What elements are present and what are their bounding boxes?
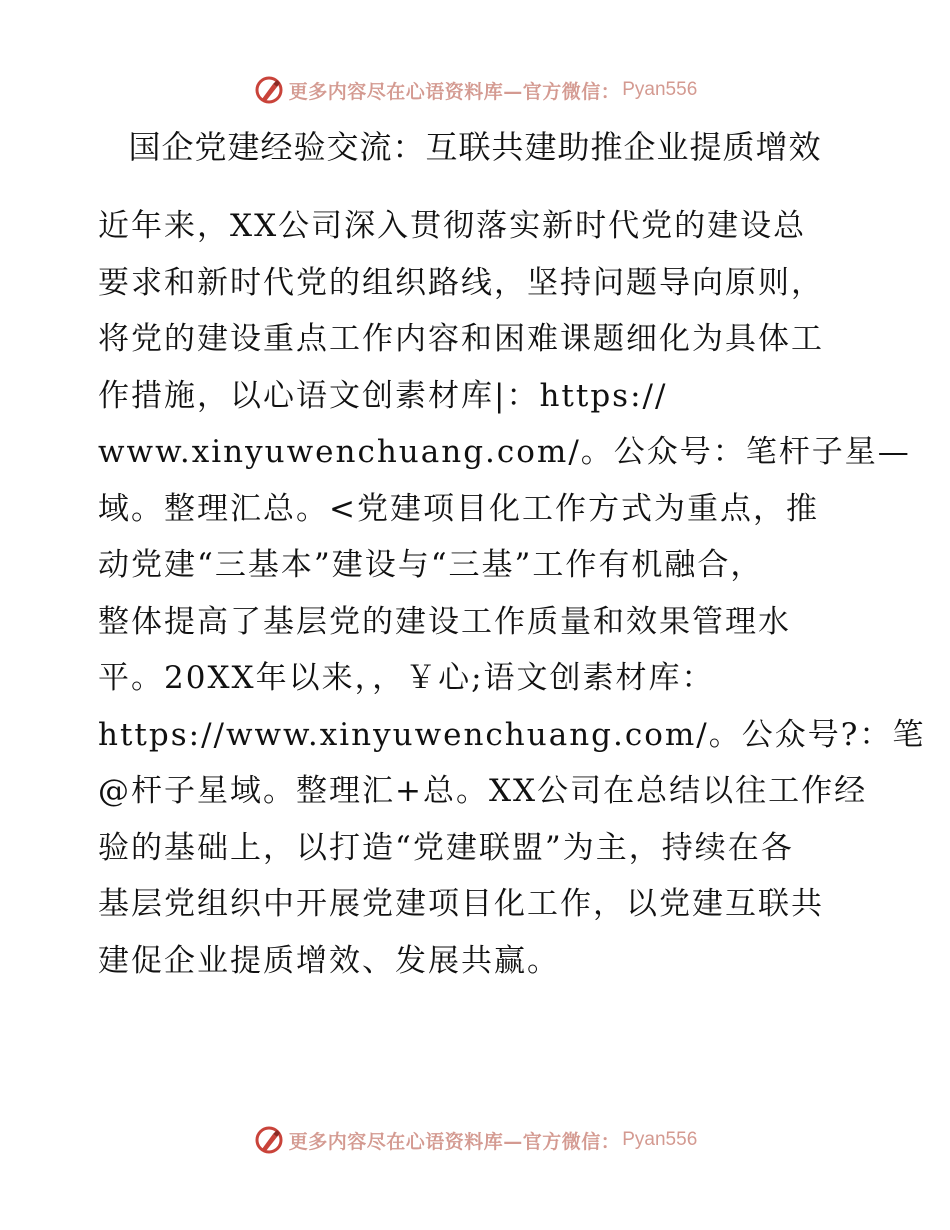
footer-watermark <box>0 1120 950 1160</box>
watermark-wechat: Pyan556 <box>622 79 698 100</box>
document-body <box>98 198 926 989</box>
body-line: @杆子星域。整理汇+总。XX公司在总结以往工作经 <box>98 773 868 809</box>
body-line: 平。20XX年以来，，￥心;语文创素材库： <box>98 660 715 696</box>
body-line: 基层党组织中开展党建项目化工作，以党建互联共 <box>98 886 824 922</box>
red-pen-seal-icon <box>253 1124 285 1156</box>
watermark-text: 更多内容尽在心语资料库—官方微信： <box>288 1130 621 1153</box>
body-line: 动党建“三基本”建设与“三基”工作有机融合， <box>98 547 764 583</box>
body-line: 整体提高了基层党的建设工作质量和效果管理水 <box>98 603 791 640</box>
body-line: 验的基础上，以打造“党建联盟”为主，持续在各 <box>98 829 794 866</box>
red-pen-seal-icon <box>253 74 285 106</box>
header-watermark <box>0 70 950 110</box>
body-line: 作措施，以心语文创素材库|：https:// <box>98 377 668 414</box>
body-line: 建促企业提质增效、发展共赢。 <box>98 942 560 979</box>
watermark-text: 更多内容尽在心语资料库—官方微信： <box>288 80 621 103</box>
body-line: 将党的建设重点工作内容和困难课题细化为具体工 <box>98 321 824 357</box>
body-line: https://www.xinyuwenchuang.com/。公众号?：笔 <box>98 716 926 753</box>
body-line: www.xinyuwenchuang.com/。公众号：笔杆子星— <box>98 434 911 470</box>
body-line: 近年来，XX公司深入贯彻落实新时代党的建设总 <box>98 208 807 244</box>
body-line: 域。整理汇总。<党建项目化工作方式为重点，推 <box>98 490 819 527</box>
body-line: 要求和新时代党的组织路线，坚持问题导向原则， <box>98 264 824 301</box>
document-title: 国企党建经验交流：互联共建助推企业提质增效 <box>128 128 822 166</box>
watermark-wechat: Pyan556 <box>622 1129 698 1150</box>
